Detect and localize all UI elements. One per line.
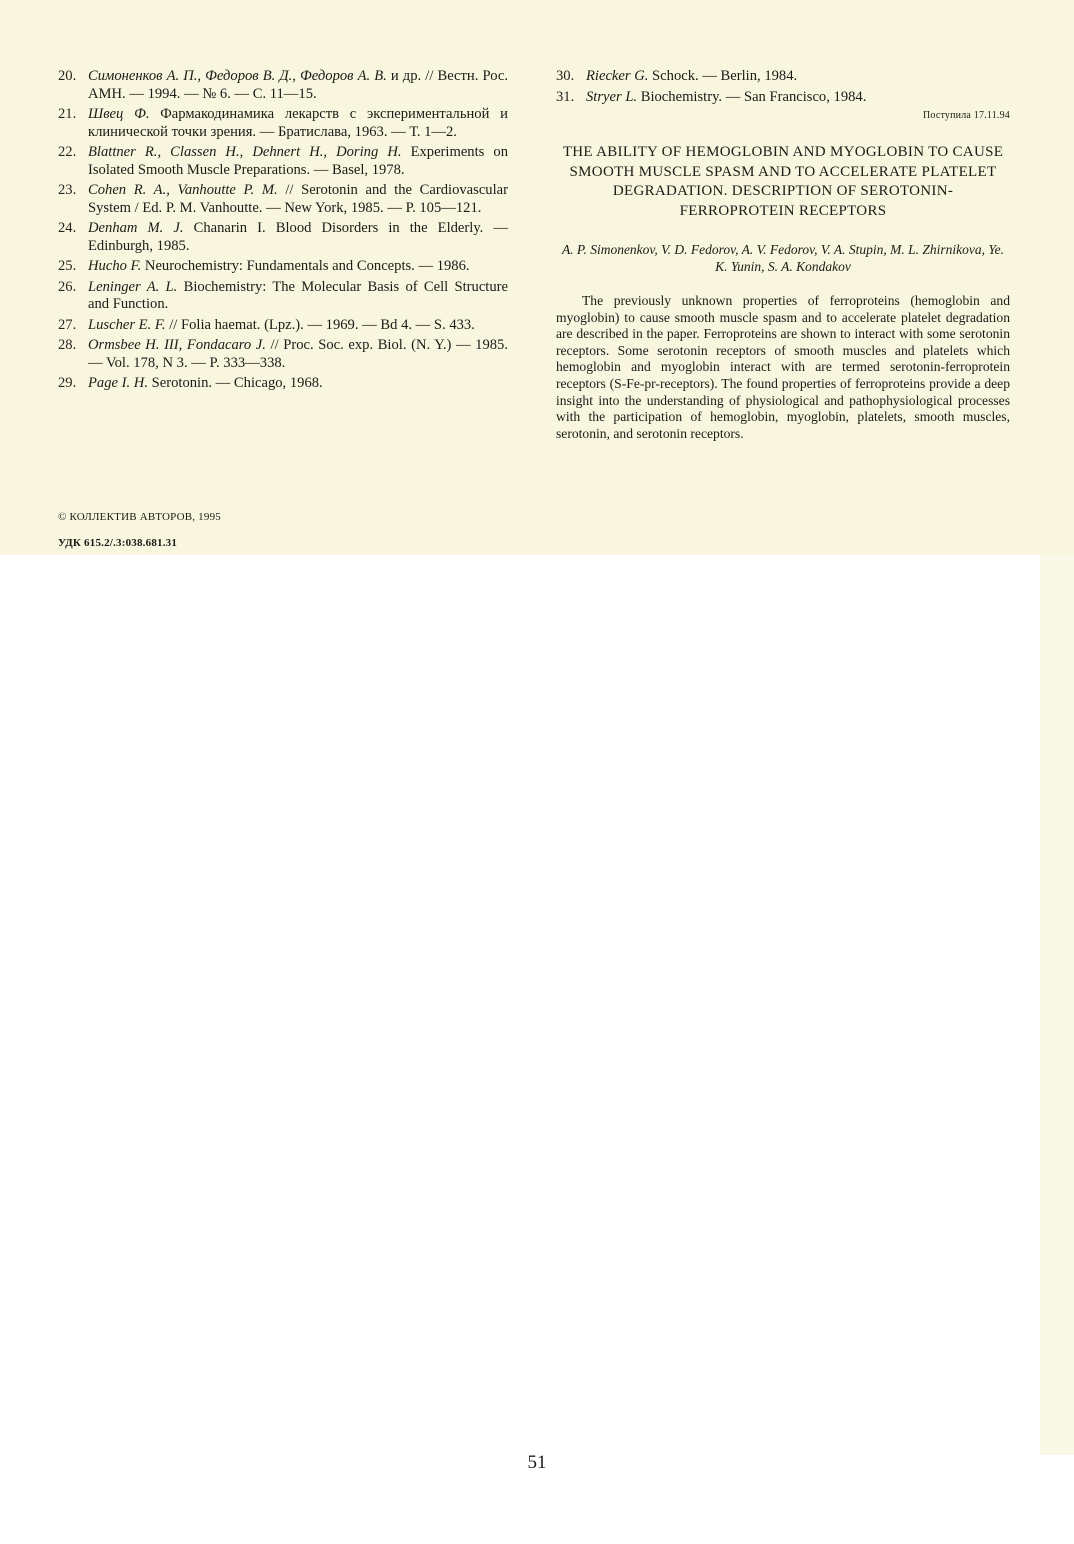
reference-details: Schock. — Berlin, 1984. — [648, 68, 798, 84]
right-column — [556, 68, 1010, 442]
reference-details: Chanarin I. Blood Disorders in the Elderly. — Edinburgh, 1985. — [88, 220, 508, 254]
reference-authors: Швец Ф. — [88, 106, 150, 122]
reference-authors: Stryer L. — [586, 88, 638, 105]
reference-details: // Proc. Soc. exp. Biol. (N. Y.) — 1985. — Vol. 178, N 3. — P. 333—338. — [88, 337, 508, 371]
article-title: THE ABILITY OF HEMOGLOBIN AND MYOGLOBIN TO CAUSE SMOOTH MUSCLE SPASM AND TO ACCELERATE PLATELET DEGRADATION. DESCRIPTION OF SEROTONIN-FERROPROTEIN RECEPTORS — [562, 144, 1004, 219]
reference-item — [58, 258, 508, 276]
reference-item — [58, 220, 508, 255]
reference-authors: Hucho F. — [88, 258, 142, 274]
scanned-paper-edge — [1040, 555, 1074, 1455]
reference-item — [58, 106, 508, 141]
article-abstract: The previously unknown properties of ferroproteins (hemoglobin and myoglobin) to cause smooth muscle spasm and to accelerate platelet degradation are described in the paper. Ferroproteins are shown to interact with some serotonin receptors. Some serotonin receptors of smooth muscles and platelets which hemoglobin and myoglobin interact with are termed serotonin-ferroprotein receptors (S-Fe-pr-receptors). The found properties of ferroproteins provide a deep insight into the understanding of physiological and pathophysiological processes with the participation of hemoglobin, myoglobin, platelets, smooth muscles, serotonin, and serotonin receptors. — [556, 293, 1010, 441]
reference-item — [556, 68, 1010, 86]
reference-authors: Ormsbee H. III, Fondacaro J. — [88, 337, 266, 353]
reference-authors: Cohen R. A., Vanhoutte P. M. — [88, 182, 278, 198]
reference-item — [556, 89, 1010, 107]
reference-number: 30. — [556, 68, 575, 84]
reference-details: и др. // Вестн. Рос. АМН. — 1994. — № 6. — С. 11—15. — [88, 68, 508, 102]
reference-details: // Serotonin and the Cardiovascular System / Ed. P. M. Vanhoutte. — New York, 1985. — P. 105—121. — [88, 182, 508, 216]
copyright-notice: © КОЛЛЕКТИВ АВТОРОВ, 1995 — [58, 511, 221, 523]
reference-item — [58, 279, 508, 314]
reference-number: 25. — [58, 258, 77, 274]
reference-details: Experiments on Isolated Smooth Muscle Preparations. — Basel, 1978. — [88, 144, 508, 178]
reference-details: // Folia haemat. (Lpz.). — 1969. — Bd 4. — S. 433. — [165, 316, 475, 333]
reference-number: 26. — [58, 278, 77, 295]
reference-authors: Page I. H. — [88, 375, 148, 391]
article-authors: A. P. Simonenkov, V. D. Fedorov, A. V. Fedorov, V. A. Stupin, M. L. Zhirnikova, Ye. K. Yunin, S. A. Kondakov — [561, 242, 1005, 274]
reference-list-left — [58, 68, 508, 396]
reference-item — [58, 144, 508, 179]
reference-number: 21. — [58, 106, 77, 122]
reference-item — [58, 337, 508, 372]
reference-details: Biochemistry: The Molecular Basis of Cell Structure and Function. — [88, 278, 508, 312]
reference-item — [58, 182, 508, 217]
reference-number: 24. — [58, 220, 77, 236]
reference-number: 23. — [58, 182, 77, 198]
reference-authors: Riecker G. — [586, 68, 649, 84]
reference-number: 20. — [58, 68, 77, 84]
reference-number: 27. — [58, 316, 77, 333]
reference-number: 28. — [58, 337, 77, 353]
reference-item — [58, 68, 508, 103]
reference-authors: Luscher E. F. — [88, 316, 166, 333]
reference-number: 22. — [58, 144, 77, 160]
reference-authors: Симоненков А. П., Федоров В. Д., Федоров А. В. — [88, 68, 387, 84]
reference-number: 31. — [556, 88, 575, 105]
reference-details: Biochemistry. — San Francisco, 1984. — [637, 88, 867, 105]
reference-number: 29. — [58, 375, 77, 391]
reference-authors: Denham M. J. — [88, 220, 184, 236]
reference-item — [58, 317, 508, 335]
reference-item — [58, 375, 508, 393]
reference-authors: Blattner R., Classen H., Dehnert H., Doring H. — [88, 144, 402, 160]
udc-code: УДК 615.2/.3:038.681.31 — [58, 537, 178, 549]
reference-details: Neurochemistry: Fundamentals and Concepts. — 1986. — [141, 258, 470, 274]
reference-details: Фармакодинамика лекарств с экспериментальной и клинической точки зрения. — Братислава, 1963. — Т. 1—2. — [88, 106, 508, 140]
reference-details: Serotonin. — Chicago, 1968. — [147, 375, 323, 391]
page-number: 51 — [527, 1452, 547, 1473]
received-date: Поступила 17.11.94 — [922, 110, 1010, 121]
reference-authors: Leninger A. L. — [88, 278, 178, 295]
